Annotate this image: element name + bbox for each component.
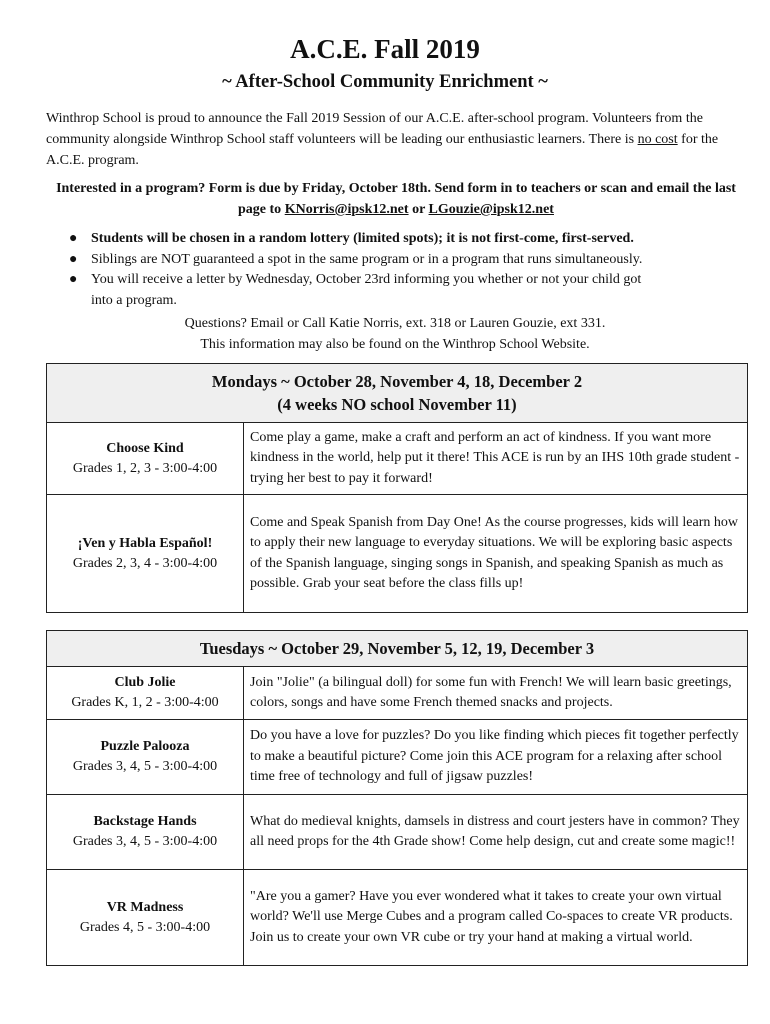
program-grades: Grades 4, 5 - 3:00-4:00 — [79, 919, 211, 935]
program-cell — [47, 495, 244, 613]
program-name: Backstage Hands — [93, 814, 197, 829]
table-row — [47, 795, 748, 870]
no-cost-text: no cost — [637, 132, 678, 147]
program-grades: Grades 1, 2, 3 - 3:00-4:00 — [72, 460, 218, 476]
table-row — [47, 423, 748, 495]
program-grades: Grades 3, 4, 5 - 3:00-4:00 — [72, 834, 218, 849]
program-cell — [47, 423, 244, 495]
email-link-norris[interactable]: KNorris@ipsk12.net — [284, 202, 409, 217]
program-description: Come and Speak Spanish from Day One! As the course progresses, kids will learn how to apply their new language to everyday situations. We will be exploring basic aspects of the Spanish language, singing songs in Spanish, and speaking Spanish as much as possible. Grab your seat before the class fills up! — [244, 495, 748, 613]
program-grades: Grades 3, 4, 5 - 3:00-4:00 — [72, 759, 218, 774]
mondays-header — [47, 364, 748, 423]
email-link-gouzie[interactable]: LGouzie@ipsk12.net — [428, 202, 554, 217]
bullet-icon: ● — [69, 272, 78, 287]
intro-text-1: Winthrop School is proud to announce the Fall 2019 Session of our A.C.E. after-school program. Volunteers from the community alongside Winthrop School staff volunteers will be leading our enthusiastic learners. There is — [46, 111, 703, 147]
program-name: ¡Ven y Habla Español! — [77, 535, 213, 551]
tuesdays-header: Tuesdays ~ October 29, November 5, 12, 19, December 3 — [47, 631, 748, 667]
list-item — [46, 229, 746, 250]
table-header-row — [47, 631, 748, 667]
program-cell — [47, 720, 244, 795]
program-description: What do medieval knights, damsels in distress and court jesters have in common? They all need props for the 4th Grade show! Come help design, cut and create some magic!! — [244, 795, 748, 870]
program-name: Club Jolie — [114, 675, 176, 690]
mondays-table — [46, 363, 748, 613]
list-item — [46, 250, 746, 271]
program-description: Come play a game, make a craft and perform an act of kindness. If you want more kindness in the world, help put it there! This ACE is run by an IHS 10th grade student - trying her best to pay it forward! — [244, 423, 748, 495]
tuesdays-table — [46, 630, 748, 966]
program-grades: Grades 2, 3, 4 - 3:00-4:00 — [72, 555, 218, 571]
list-item — [46, 270, 746, 311]
program-cell — [47, 795, 244, 870]
mondays-note: (4 weeks NO school November 11) — [277, 395, 517, 414]
program-description: "Are you a gamer? Have you ever wondered what it takes to create your own virtual world? We'll use Merge Cubes and a program called Co-spaces to create VR products. Join us to create your own VR cube or try your hand at making a virtual world. — [244, 870, 748, 966]
interest-paragraph — [46, 178, 746, 220]
bullet-icon: ● — [69, 231, 78, 246]
table-row — [47, 720, 748, 795]
interest-or: or — [408, 202, 429, 217]
list-item-text: You will receive a letter by Wednesday, October 23rd informing you whether or not your child got into a program. — [91, 272, 642, 308]
table-row — [47, 870, 748, 966]
list-item-text: Siblings are NOT guaranteed a spot in the same program or in a program that runs simultaneously. — [91, 251, 643, 267]
contact-line-1: Questions? Email or Call Katie Norris, ext. 318 or Lauren Gouzie, ext 331. — [184, 316, 606, 331]
intro-text-2: for the A.C.E. program. — [46, 132, 719, 168]
page-subtitle: ~ After-School Community Enrichment ~ — [222, 72, 548, 92]
program-name: Choose Kind — [106, 440, 184, 456]
program-description: Do you have a love for puzzles? Do you like finding which pieces fit together perfectly to make a beautiful picture? Come join this ACE program for a relaxing after school time free of technology and full of jigsaw puzzles! — [244, 720, 748, 795]
program-cell — [47, 667, 244, 720]
rules-list — [46, 229, 746, 311]
bullet-icon: ● — [69, 251, 78, 267]
program-cell — [47, 870, 244, 966]
table-row — [47, 667, 748, 720]
interest-text: Interested in a program? Form is due by Friday, October 18th. Send form in to teachers or scan and email the last page to — [56, 181, 736, 217]
contact-info — [0, 314, 770, 355]
mondays-dates: Mondays ~ October 28, November 4, 18, December 2 — [211, 372, 583, 391]
program-grades: Grades K, 1, 2 - 3:00-4:00 — [71, 695, 219, 710]
table-row — [47, 495, 748, 613]
intro-paragraph — [46, 108, 746, 171]
page-title: A.C.E. Fall 2019 — [290, 34, 480, 64]
program-name: Puzzle Palooza — [100, 739, 190, 754]
program-description: Join "Jolie" (a bilingual doll) for some fun with French! We will learn basic greetings, colors, songs and have some French themed snacks and projects. — [244, 667, 748, 720]
contact-line-2: This information may also be found on the Winthrop School Website. — [200, 336, 590, 352]
table-header-row — [47, 364, 748, 423]
program-name: VR Madness — [106, 899, 184, 915]
list-item-text: Students will be chosen in a random lottery (limited spots); it is not first-come, first-served. — [91, 231, 634, 246]
